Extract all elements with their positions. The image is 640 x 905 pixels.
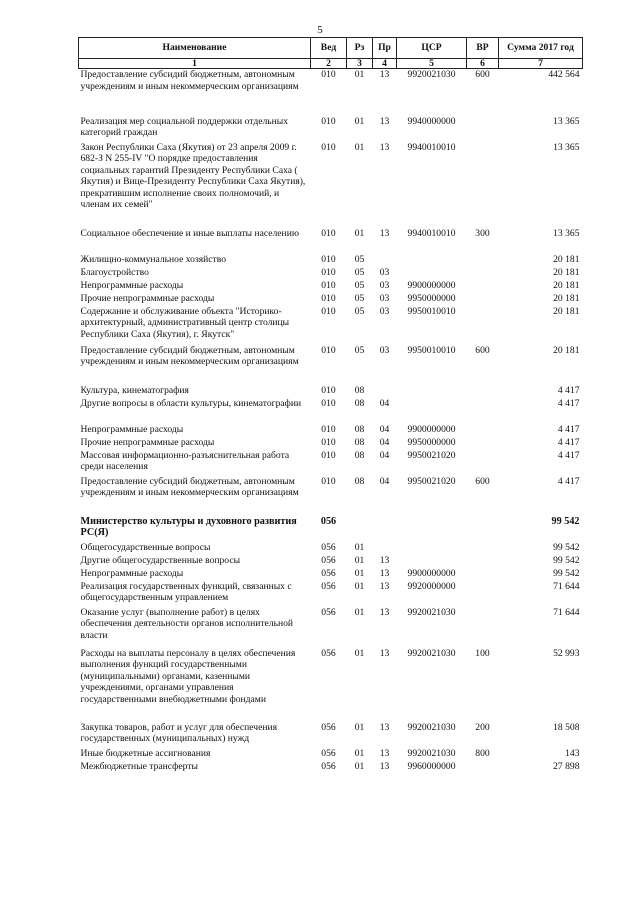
cell-name: Министерство культуры и духовного развития РС(Я)	[80, 515, 297, 538]
cell-ved: 056	[321, 541, 336, 553]
cell-name: Общегосударственные вопросы	[80, 541, 211, 553]
cell-vr	[467, 306, 499, 345]
cell-vr	[467, 542, 499, 555]
cell-rz: 08	[354, 436, 365, 448]
cell-name: Предоставление субсидий бюджетным, автономным учреждениям и иным некоммерческим организациям	[80, 69, 299, 92]
cell-vr	[467, 516, 499, 542]
cell-csr: 9940010010	[407, 141, 456, 153]
col-header-name: Наименование	[79, 38, 311, 59]
cell-pr: 13	[379, 606, 390, 618]
cell-sum: 20 181	[553, 279, 580, 291]
cell-csr: 9950021020	[407, 475, 456, 487]
col-number: 3	[347, 59, 373, 69]
cell-sum: 4 417	[557, 436, 580, 448]
cell-rz: 01	[354, 721, 365, 733]
cell-csr	[397, 398, 467, 424]
col-number: 2	[311, 59, 347, 69]
cell-pr: 04	[379, 423, 390, 435]
cell-vr	[467, 607, 499, 648]
col-number: 6	[467, 59, 499, 69]
cell-name: Закон Республики Саха (Якутия) от 23 апреля 2009 г. 682-З N 255-IV "О порядке предоставления социальных гарантий Президенту Республики Саха ( Якутия) и Вице-Президенту Республики Саха Якутия), прекратившим исполнение своих полномочий, и членам их семей"	[80, 141, 306, 210]
cell-name: Непрограммные расходы	[80, 567, 184, 579]
cell-rz: 05	[354, 305, 365, 317]
table-row	[79, 476, 583, 516]
cell-csr: 9950000000	[407, 292, 456, 304]
cell-name: Прочие непрограммные расходы	[80, 436, 215, 448]
table-row	[79, 516, 583, 542]
cell-ved: 056	[321, 647, 336, 659]
cell-ved: 010	[321, 292, 336, 304]
cell-pr: 03	[379, 344, 390, 356]
cell-csr: 9950010010	[407, 344, 456, 356]
cell-rz: 08	[354, 449, 365, 461]
cell-csr	[397, 542, 467, 555]
cell-rz: 01	[354, 115, 365, 127]
cell-vr	[467, 568, 499, 581]
cell-rz: 01	[354, 227, 365, 239]
cell-vr	[467, 398, 499, 424]
cell-sum: 99 542	[551, 515, 580, 527]
cell-ved: 056	[321, 760, 336, 772]
cell-pr: 13	[379, 69, 390, 80]
budget-table	[78, 37, 583, 774]
cell-vr	[467, 280, 499, 293]
cell-rz: 05	[354, 292, 365, 304]
cell-sum: 4 417	[557, 423, 580, 435]
table-row	[79, 254, 583, 267]
cell-csr: 9920021030	[407, 69, 456, 80]
cell-sum: 71 644	[553, 606, 580, 618]
cell-ved: 056	[321, 721, 336, 733]
cell-ved: 010	[321, 397, 336, 409]
cell-pr: 13	[379, 747, 390, 759]
cell-csr: 9960000000	[407, 760, 456, 772]
cell-vr: 600	[475, 344, 490, 356]
cell-sum: 20 181	[553, 292, 580, 304]
cell-vr	[467, 450, 499, 476]
col-header-csr: ЦСР	[397, 38, 467, 59]
table-row	[79, 648, 583, 722]
cell-ved: 010	[321, 423, 336, 435]
cell-pr	[373, 254, 397, 267]
cell-ved: 010	[321, 115, 336, 127]
cell-rz: 01	[354, 541, 365, 553]
table-row	[79, 293, 583, 306]
table-row	[79, 568, 583, 581]
cell-name: Предоставление субсидий бюджетным, автономным учреждениям и иным некоммерческим организациям	[80, 475, 299, 498]
cell-csr: 9900000000	[407, 423, 456, 435]
table-row	[79, 345, 583, 385]
table-row	[79, 542, 583, 555]
cell-ved: 010	[321, 69, 336, 80]
cell-sum: 20 181	[553, 266, 580, 278]
table-row	[79, 748, 583, 761]
cell-pr: 13	[379, 721, 390, 733]
cell-vr: 600	[475, 475, 490, 487]
cell-vr	[467, 254, 499, 267]
cell-pr: 03	[379, 266, 390, 278]
cell-sum: 71 644	[553, 580, 580, 592]
cell-vr	[467, 116, 499, 142]
cell-sum: 4 417	[557, 475, 580, 487]
cell-rz: 01	[354, 760, 365, 772]
table-row	[79, 69, 583, 116]
cell-name: Расходы на выплаты персоналу в целях обеспечения выполнения функций государственными (муниципальными) органами, казенными учреждениями, органами управления государственными внебюджетными фондами	[80, 647, 296, 705]
cell-csr	[397, 555, 467, 568]
cell-pr: 04	[379, 449, 390, 461]
cell-vr: 200	[475, 721, 490, 733]
table-row	[79, 722, 583, 748]
cell-name: Другие общегосударственные вопросы	[80, 554, 241, 566]
table-row	[79, 306, 583, 345]
cell-pr	[373, 542, 397, 555]
cell-pr	[373, 385, 397, 398]
cell-pr	[373, 516, 397, 542]
cell-sum: 99 542	[553, 541, 580, 553]
table-row	[79, 555, 583, 568]
cell-rz: 05	[354, 279, 365, 291]
cell-csr: 9900000000	[407, 567, 456, 579]
cell-pr: 13	[379, 567, 390, 579]
cell-rz: 01	[354, 567, 365, 579]
cell-vr	[467, 385, 499, 398]
cell-rz: 01	[354, 606, 365, 618]
cell-csr	[397, 516, 467, 542]
cell-ved: 056	[320, 515, 337, 527]
cell-pr: 13	[379, 760, 390, 772]
table-row	[79, 267, 583, 280]
table-row	[79, 280, 583, 293]
cell-vr	[467, 142, 499, 228]
table-row	[79, 424, 583, 437]
cell-pr: 13	[379, 115, 390, 127]
cell-rz: 08	[354, 475, 365, 487]
cell-sum: 442 564	[548, 69, 580, 80]
cell-csr	[397, 385, 467, 398]
cell-ved: 056	[321, 554, 336, 566]
page-number: 5	[317, 24, 323, 36]
table-body	[79, 69, 583, 774]
cell-name: Другие вопросы в области культуры, кинематографии	[80, 397, 302, 409]
cell-ved: 010	[321, 475, 336, 487]
col-number: 5	[397, 59, 467, 69]
cell-sum: 20 181	[553, 305, 580, 317]
table-row	[79, 228, 583, 254]
cell-sum: 18 508	[553, 721, 580, 733]
col-number: 1	[79, 59, 311, 69]
table-row	[79, 607, 583, 648]
cell-csr: 9950010010	[407, 305, 456, 317]
cell-pr: 03	[379, 305, 390, 317]
col-header-rz: Рз	[347, 38, 373, 59]
cell-rz: 01	[354, 69, 365, 80]
col-header-ved: Вед	[311, 38, 347, 59]
cell-csr	[397, 254, 467, 267]
cell-ved: 010	[321, 384, 336, 396]
table-row	[79, 581, 583, 607]
table-row	[79, 116, 583, 142]
cell-ved: 056	[321, 747, 336, 759]
cell-rz: 08	[354, 423, 365, 435]
cell-name: Культура, кинематография	[80, 384, 189, 396]
cell-csr: 9940000000	[407, 115, 456, 127]
cell-csr	[397, 267, 467, 280]
cell-vr	[467, 581, 499, 607]
cell-pr: 04	[379, 436, 390, 448]
cell-sum: 99 542	[553, 567, 580, 579]
cell-name: Реализация мер социальной поддержки отдельных категорий граждан	[80, 115, 289, 138]
cell-sum: 52 993	[553, 647, 580, 659]
cell-csr: 9920021030	[407, 721, 456, 733]
col-header-sum: Сумма 2017 год	[499, 38, 583, 59]
cell-csr: 9920000000	[407, 580, 456, 592]
cell-sum: 13 365	[553, 227, 580, 239]
cell-name: Жилищно-коммунальное хозяйство	[80, 253, 227, 265]
cell-pr: 13	[379, 580, 390, 592]
cell-pr: 04	[379, 475, 390, 487]
cell-ved: 010	[321, 253, 336, 265]
cell-csr: 9920021030	[407, 747, 456, 759]
cell-name: Оказание услуг (выполнение работ) в целях обеспечения деятельности органов исполнительной власти	[80, 606, 294, 641]
cell-pr: 13	[379, 647, 390, 659]
cell-rz: 01	[354, 554, 365, 566]
cell-rz: 05	[354, 344, 365, 356]
table-row	[79, 450, 583, 476]
cell-sum: 4 417	[557, 449, 580, 461]
cell-name: Реализация государственных функций, связанных с общегосударственным управлением	[80, 580, 292, 603]
col-header-vr: ВР	[467, 38, 499, 59]
table-row	[79, 385, 583, 398]
table-row	[79, 761, 583, 774]
cell-rz: 08	[354, 384, 365, 396]
cell-vr: 800	[475, 747, 490, 759]
cell-vr: 300	[475, 227, 490, 239]
cell-name: Непрограммные расходы	[80, 423, 184, 435]
cell-pr: 13	[379, 554, 390, 566]
cell-ved: 010	[321, 344, 336, 356]
cell-name: Социальное обеспечение и иные выплаты населению	[80, 227, 299, 239]
cell-pr: 03	[379, 279, 390, 291]
cell-pr: 13	[379, 141, 390, 153]
cell-ved: 056	[321, 606, 336, 618]
cell-sum: 20 181	[553, 344, 580, 356]
cell-rz: 08	[354, 397, 365, 409]
cell-rz: 01	[354, 141, 365, 153]
table-row	[79, 142, 583, 228]
cell-sum: 27 898	[553, 760, 580, 772]
cell-ved: 010	[321, 141, 336, 153]
cell-name: Прочие непрограммные расходы	[80, 292, 215, 304]
cell-sum: 13 365	[553, 141, 580, 153]
cell-name: Благоустройство	[80, 266, 149, 278]
cell-csr: 9900000000	[407, 279, 456, 291]
cell-rz: 01	[354, 647, 365, 659]
cell-ved: 010	[321, 279, 336, 291]
cell-name: Закупка товаров, работ и услуг для обеспечения государственных (муниципальных) нужд	[80, 721, 278, 744]
cell-vr	[467, 267, 499, 280]
cell-vr	[467, 293, 499, 306]
col-number: 7	[499, 59, 583, 69]
cell-sum: 143	[565, 747, 580, 759]
cell-rz	[347, 516, 373, 542]
cell-pr: 04	[379, 397, 390, 409]
cell-ved: 056	[321, 567, 336, 579]
cell-name: Межбюджетные трансферты	[80, 760, 198, 772]
cell-name: Иные бюджетные ассигнования	[80, 747, 211, 759]
cell-rz: 01	[354, 580, 365, 592]
cell-sum: 13 365	[553, 115, 580, 127]
cell-vr	[467, 424, 499, 437]
col-header-pr: Пр	[373, 38, 397, 59]
cell-rz: 05	[354, 253, 365, 265]
cell-vr: 100	[475, 647, 490, 659]
cell-vr: 600	[475, 69, 490, 80]
cell-vr	[467, 761, 499, 774]
table-row	[79, 398, 583, 424]
cell-csr: 9950000000	[407, 436, 456, 448]
cell-pr: 13	[379, 227, 390, 239]
cell-name: Предоставление субсидий бюджетным, автономным учреждениям и иным некоммерческим организациям	[80, 344, 299, 367]
cell-ved: 010	[321, 305, 336, 317]
cell-csr: 9940010010	[407, 227, 456, 239]
cell-ved: 010	[321, 436, 336, 448]
cell-ved: 010	[321, 449, 336, 461]
cell-name: Непрограммные расходы	[80, 279, 184, 291]
cell-sum: 4 417	[557, 397, 580, 409]
cell-pr: 03	[379, 292, 390, 304]
cell-sum: 99 542	[553, 554, 580, 566]
cell-ved: 056	[321, 580, 336, 592]
cell-sum: 4 417	[557, 384, 580, 396]
cell-rz: 01	[354, 747, 365, 759]
cell-vr	[467, 437, 499, 450]
cell-ved: 010	[321, 227, 336, 239]
cell-rz: 05	[354, 266, 365, 278]
cell-csr: 9950021020	[407, 449, 456, 461]
cell-sum: 20 181	[553, 253, 580, 265]
cell-csr: 9920021030	[407, 606, 456, 618]
cell-name: Содержание и обслуживание объекта "Историко-архитектурный, административный центр столицы Республики Саха (Якутия), г. Якутск"	[80, 305, 290, 340]
cell-vr	[467, 555, 499, 568]
cell-name: Массовая информационно-разъяснительная работа среди населения	[80, 449, 290, 472]
table-row	[79, 437, 583, 450]
cell-csr: 9920021030	[407, 647, 456, 659]
col-number: 4	[373, 59, 397, 69]
cell-ved: 010	[321, 266, 336, 278]
